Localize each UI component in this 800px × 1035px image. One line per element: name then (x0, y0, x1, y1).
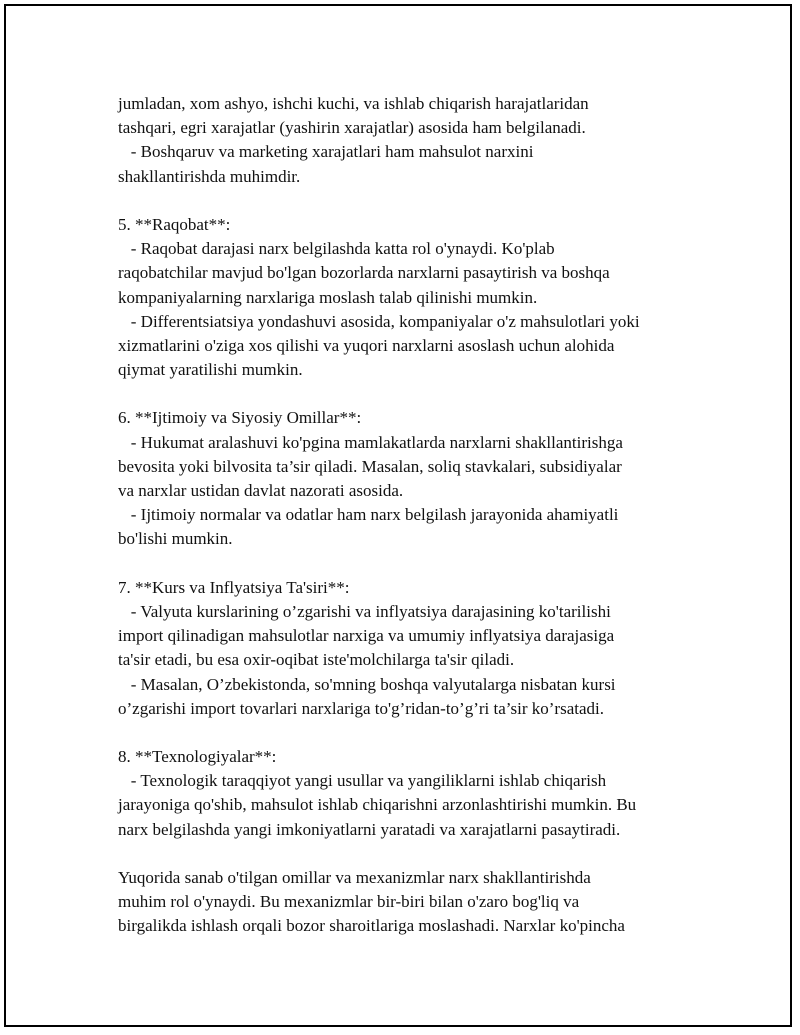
text-line: muhim rol o'ynaydi. Bu mexanizmlar bir-biri bilan o'zaro bog'liq va (118, 892, 580, 912)
blank-line (118, 721, 698, 745)
text-line: - Hukumat aralashuvi ko'pgina mamlakatlarda narxlarni shakllantirishga (118, 432, 623, 452)
text-line: shakllantirishda muhimdir. (118, 166, 301, 186)
text-line: - Masalan, O’zbekistonda, so'mning boshqa valyutalarga nisbatan kursi (118, 674, 616, 694)
blank-line (118, 189, 698, 213)
text-line: raqobatchilar mavjud bo'lgan bozorlarda narxlarni pasaytirish va boshqa (118, 263, 610, 283)
text-line: 8. **Texnologiyalar**: (118, 747, 277, 767)
text-line: jumladan, xom ashyo, ishchi kuchi, va ishlab chiqarish harajatlaridan (118, 94, 589, 113)
document-body (118, 92, 698, 939)
text-line: - Valyuta kurslarining o’zgarishi va inflyatsiya darajasining ko'tarilishi (118, 601, 611, 621)
text-line: import qilinadigan mahsulotlar narxiga va umumiy inflyatsiya darajasiga (118, 626, 615, 646)
text-line: 5. **Raqobat**: (118, 214, 231, 234)
text-line: - Differentsiatsiya yondashuvi asosida, kompaniyalar o'z mahsulotlari yoki (118, 311, 640, 331)
text-line: - Boshqaruv va marketing xarajatlari ham mahsulot narxini (118, 142, 534, 162)
text-line: birgalikda ishlash orqali bozor sharoitlariga moslashadi. Narxlar ko'pincha (118, 916, 625, 936)
text-line: - Texnologik taraqqiyot yangi usullar va yangiliklarni ishlab chiqarish (118, 771, 607, 791)
text-line: bo'lishi mumkin. (118, 529, 233, 549)
text-line: jarayoniga qo'shib, mahsulot ishlab chiqarishni arzonlashtirishi mumkin. Bu (118, 795, 637, 815)
text-line: xizmatlarini o'ziga xos qilishi va yuqori narxlarni asoslash uchun alohida (118, 335, 615, 355)
text-line: kompaniyalarning narxlariga moslash talab qilinishi mumkin. (118, 287, 538, 307)
text-line: - Raqobat darajasi narx belgilashda katta rol o'ynaydi. Ko'plab (118, 239, 555, 259)
text-line: Yuqorida sanab o'tilgan omillar va mexanizmlar narx shakllantirishda (118, 868, 591, 887)
text-line: tashqari, egri xarajatlar (yashirin xarajatlar) asosida ham belgilanadi. (118, 118, 586, 138)
text-line: ta'sir etadi, bu esa oxir-oqibat iste'molchilarga ta'sir qiladi. (118, 650, 515, 670)
text-line: 6. **Ijtimoiy va Siyosiy Omillar**: (118, 408, 362, 428)
text-line: - Ijtimoiy normalar va odatlar ham narx belgilash jarayonida ahamiyatli (118, 505, 619, 525)
blank-line (118, 842, 698, 866)
text-line: qiymat yaratilishi mumkin. (118, 360, 303, 380)
blank-line (118, 382, 698, 406)
text-line: narx belgilashda yangi imkoniyatlarni yaratadi va xarajatlarni pasaytiradi. (118, 819, 621, 839)
text-line: bevosita yoki bilvosita ta’sir qiladi. Masalan, soliq stavkalari, subsidiyalar (118, 456, 622, 476)
text-line: o’zgarishi import tovarlari narxlariga to'g’ridan-to’g’ri ta’sir ko’rsatadi. (118, 698, 604, 718)
blank-line (118, 552, 698, 576)
text-line: va narxlar ustidan davlat nazorati asosida. (118, 481, 404, 500)
text-line: 7. **Kurs va Inflyatsiya Ta'siri**: (118, 577, 350, 597)
